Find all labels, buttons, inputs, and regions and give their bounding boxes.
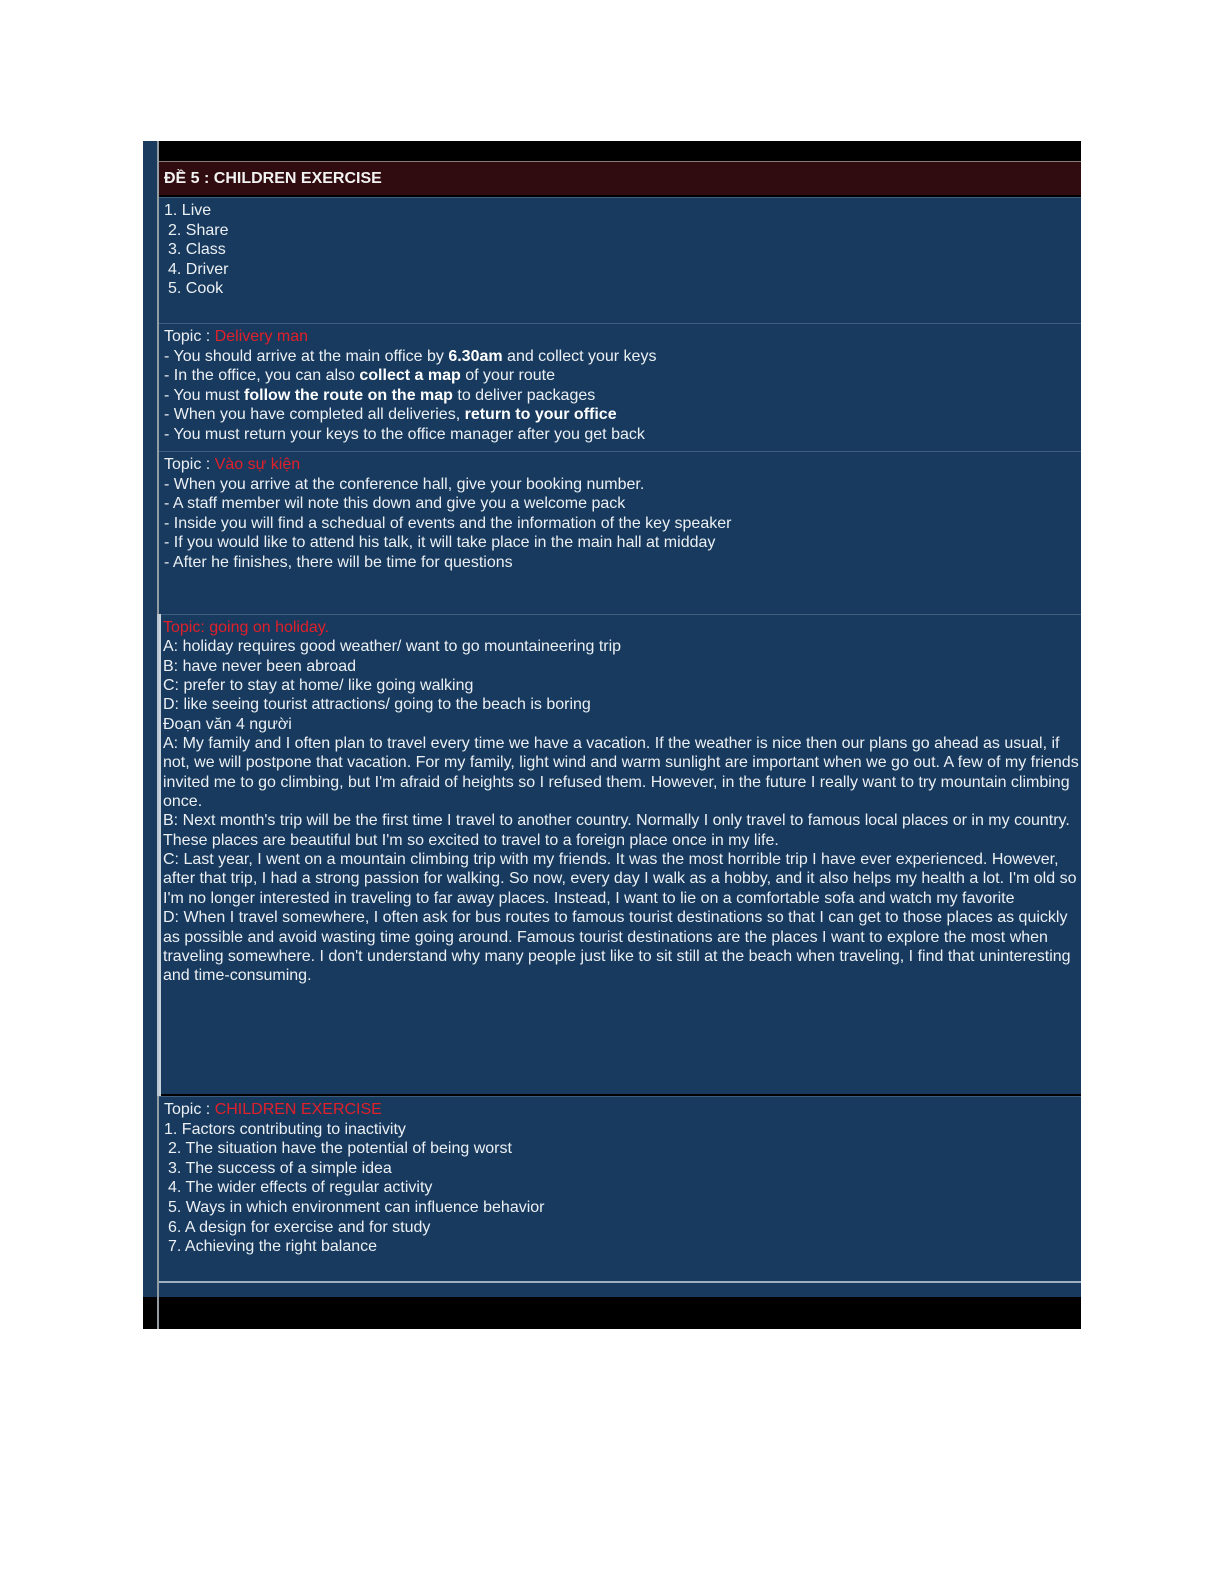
paragraph: C: Last year, I went on a mountain climbing trip with my friends. It was the most horrible trip I have ever experienced. However, after that trip, I had a strong passion for walking. So now, every day I walk as a hobby, and it also helps my health a lot. I'm old so I'm no longer interested in traveling to far away places. Instead, I want to lie on a comfortable sofa and watch my favorite — [163, 851, 1077, 907]
heading-item: 4. The wider effects of regular activity — [168, 1179, 433, 1197]
section-footer — [159, 1281, 1081, 1297]
topic-name: Vào sự kiện — [214, 456, 301, 473]
option-line: A: holiday requires good weather/ want to go mountaineering trip — [163, 638, 622, 656]
word-item: 5. Cook — [168, 280, 224, 298]
instruction-line: - You should arrive at the main office by 6.30am and collect your keys — [164, 347, 657, 365]
heading-item: 5. Ways in which environment can influence behavior — [168, 1198, 545, 1216]
heading-item: 7. Achieving the right balance — [168, 1238, 378, 1256]
instruction-line: - You must follow the route on the map to deliver packages — [164, 386, 596, 404]
word-item: 4. Driver — [168, 260, 229, 278]
left-margin-strip — [143, 141, 157, 1329]
subheading: Đoạn văn 4 người — [163, 715, 292, 733]
word-item: 1. Live — [164, 202, 212, 219]
option-line: B: have never been abroad — [163, 657, 357, 675]
heading-item: 3. The success of a simple idea — [168, 1159, 392, 1177]
topic-heading: Topic : CHILDREN EXERCISE — [164, 1101, 382, 1118]
paragraph: B: Next month's trip will be the first time I travel to another country. Normally I only travel to famous local places or in my country. These places are beautiful but I'm so excited to travel to a foreign place once in my life. — [163, 812, 1070, 849]
topic-name: CHILDREN EXERCISE — [214, 1101, 382, 1118]
holiday-section — [161, 614, 1081, 1094]
instruction-line: - After he finishes, there will be time for questions — [164, 553, 513, 571]
word-item: 2. Share — [168, 221, 229, 239]
children-exercise-section — [159, 1096, 1081, 1281]
instruction-line: - If you would like to attend his talk, it will take place in the main hall at midday — [164, 534, 716, 552]
paragraph: D: When I travel somewhere, I often ask for bus routes to famous tourist destinations so that I can get to those places as quickly as possible and avoid wasting time going around. Famous tourist destinations are the places I want to explore the most when traveling somewhere. I don't understand why many people just like to sit still at the beach when traveling, I find that uninteresting and time-consuming. — [163, 909, 1071, 985]
vocabulary-section — [159, 197, 1081, 323]
top-border — [143, 141, 1081, 161]
option-line: C: prefer to stay at home/ like going walking — [163, 677, 474, 695]
document-panel — [143, 141, 1081, 1329]
delivery-man-section — [159, 323, 1081, 451]
topic-heading: Topic : Vào sự kiện — [164, 456, 301, 473]
topic-name: Delivery man — [214, 328, 309, 345]
topic-heading: Topic : Delivery man — [164, 328, 309, 345]
topic-heading: Topic: going on holiday. — [163, 619, 330, 636]
instruction-line: - Inside you will find a schedual of events and the information of the key speaker — [164, 514, 732, 532]
instruction-line: - A staff member wil note this down and give you a welcome pack — [164, 495, 626, 513]
left-border-line — [157, 141, 159, 1329]
instruction-line: - You must return your keys to the office manager after you get back — [164, 425, 645, 443]
instruction-line: - When you have completed all deliveries, return to your office — [164, 406, 617, 424]
instruction-line: - When you arrive at the conference hall, give your booking number. — [164, 475, 645, 493]
option-line: D: like seeing tourist attractions/ going to the beach is boring — [163, 696, 591, 714]
document-title: ĐỀ 5 : CHILDREN EXERCISE — [159, 161, 1081, 195]
heading-item: 6. A design for exercise and for study — [168, 1218, 431, 1236]
bottom-border — [143, 1297, 1081, 1329]
instruction-line: - In the office, you can also collect a map of your route — [164, 367, 556, 385]
paragraph: A: My family and I often plan to travel every time we have a vacation. If the weather is nice then our plans go ahead as usual, if not, we will postpone that vacation. For my family, light wind and warm sunlight are important when we go out. A few of my friends invited me to go climbing, but I'm afraid of heights so I refused them. However, in the future I really want to try mountain climbing once. — [163, 735, 1079, 811]
word-item: 3. Class — [168, 241, 226, 259]
event-section — [159, 451, 1081, 614]
heading-item: 2. The situation have the potential of being worst — [168, 1140, 512, 1158]
heading-item: 1. Factors contributing to inactivity — [164, 1120, 406, 1138]
